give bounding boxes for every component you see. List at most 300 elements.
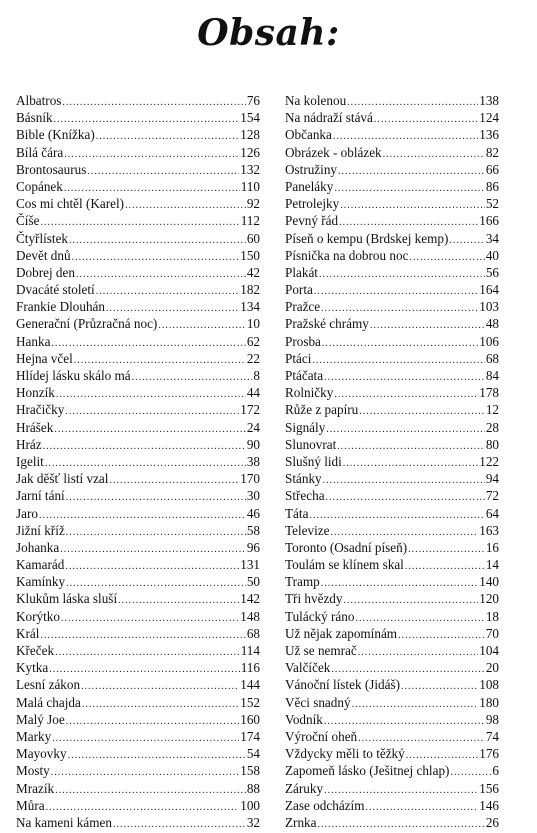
toc-entry <box>285 126 499 143</box>
toc-entry-page: 152 <box>240 694 260 710</box>
toc-entry-page: 60 <box>246 230 260 246</box>
toc-entry-page: 170 <box>240 471 260 487</box>
dot-leader <box>383 146 485 163</box>
toc-entry-page: 20 <box>485 660 499 676</box>
toc-entry-page: 156 <box>479 780 499 796</box>
toc-entry-page: 104 <box>479 643 499 658</box>
toc-entry-page: 26 <box>485 814 499 830</box>
toc-entry-title: Honzík <box>16 385 55 401</box>
dot-leader <box>52 730 239 747</box>
toc-entry-page: 38 <box>246 453 260 469</box>
toc-entry-title: Tulácký ráno <box>285 608 355 624</box>
toc-entry-page: 28 <box>485 419 499 435</box>
toc-entry <box>16 556 260 573</box>
toc-entry-page: 82 <box>485 144 499 160</box>
toc-entry <box>16 505 260 522</box>
dot-leader <box>326 489 485 506</box>
dot-leader <box>51 335 245 352</box>
toc-entry-title: Hlídej lásku skálo má <box>16 368 131 383</box>
toc-entry <box>16 298 260 315</box>
toc-entry <box>285 814 499 831</box>
toc-entry-title: Signály <box>285 419 326 435</box>
toc-entry-title: Hráz <box>16 436 42 452</box>
toc-entry-page: 88 <box>246 780 260 796</box>
toc-entry <box>285 109 499 126</box>
toc-entry-title: Paneláky <box>285 178 334 194</box>
toc-entry-page: 6 <box>492 763 499 779</box>
toc-entry <box>16 109 260 126</box>
dot-leader <box>62 94 245 111</box>
toc-entry-title: Už nějak zapomínám <box>285 625 398 641</box>
toc-entry-page: 112 <box>240 213 260 229</box>
toc-entry-title: Plakát <box>285 264 318 280</box>
toc-entry <box>16 419 260 436</box>
toc-entry-page: 90 <box>246 436 260 452</box>
toc-entry <box>285 505 499 522</box>
toc-entry-title: Vánoční lístek (Jidáš) <box>285 677 400 693</box>
toc-entry-title: Občanka <box>285 127 332 143</box>
toc-entry-page: 92 <box>246 196 260 212</box>
toc-entry-title: Brontosaurus <box>16 161 87 177</box>
dot-leader <box>55 782 246 799</box>
toc-entry-page: 154 <box>240 110 260 126</box>
toc-entry-title: Zapomeň lásko (Ješitnej chlap) <box>285 763 450 779</box>
toc-entry <box>16 745 260 762</box>
toc-entry <box>285 539 499 556</box>
toc-entry-title: Jaro <box>16 505 38 521</box>
toc-entry <box>285 762 499 779</box>
toc-entry <box>285 694 499 711</box>
toc-entry <box>285 333 499 350</box>
toc-entry-title: Král <box>16 625 40 641</box>
toc-entry <box>285 573 499 590</box>
toc-entry-title: Hejna včel <box>16 350 73 366</box>
dot-leader <box>66 489 246 506</box>
dot-leader <box>65 403 239 420</box>
toc-entry-page: 56 <box>485 264 499 280</box>
dot-leader <box>56 386 246 403</box>
toc-entry <box>16 453 260 470</box>
toc-entry-title: Básník <box>16 110 53 126</box>
toc-entry-title: Ptáci <box>285 350 312 366</box>
toc-entry-page: 182 <box>240 282 260 298</box>
toc-entry <box>285 247 499 264</box>
toc-entry-page: 100 <box>240 797 260 813</box>
toc-entry-title: Porta <box>285 282 313 298</box>
toc-entry <box>285 676 499 693</box>
dot-leader <box>344 592 479 609</box>
dot-leader <box>40 627 245 644</box>
toc-entry-page: 24 <box>246 419 260 435</box>
toc-entry-page: 18 <box>485 608 499 624</box>
toc-entry-title: Vždycky měli to těžký <box>285 746 405 762</box>
toc-entry-page: 180 <box>479 694 499 710</box>
toc-entry-title: Ostružiny <box>285 161 338 177</box>
dot-leader <box>365 799 478 816</box>
toc-entry <box>16 573 260 590</box>
toc-entry <box>16 711 260 728</box>
toc-entry-page: 114 <box>240 643 260 658</box>
toc-entry-title: Bílá čára <box>16 144 64 160</box>
toc-entry <box>285 298 499 315</box>
toc-entry <box>285 728 499 745</box>
toc-entry-page: 68 <box>485 350 499 366</box>
toc-column-right <box>285 92 499 831</box>
dot-leader <box>109 472 239 489</box>
toc-entry-title: Stánky <box>285 471 322 487</box>
dot-leader <box>40 214 239 231</box>
toc-entry-page: 124 <box>479 110 499 126</box>
toc-entry-title: Petrolejky <box>285 196 340 212</box>
toc-entry-page: 150 <box>240 247 260 263</box>
toc-entry <box>16 315 260 332</box>
dot-leader <box>314 283 478 300</box>
toc-entry <box>16 797 260 814</box>
toc-entry-page: 174 <box>240 728 260 744</box>
toc-entry-page: 86 <box>485 178 499 194</box>
toc-entry <box>16 590 260 607</box>
dot-leader <box>68 747 246 764</box>
toc-entry <box>285 625 499 642</box>
toc-entry-title: Tři hvězdy <box>285 591 343 607</box>
toc-entry <box>16 436 260 453</box>
dot-leader <box>409 249 484 266</box>
toc-entry <box>16 264 260 281</box>
toc-entry <box>16 178 260 195</box>
toc-entry <box>16 247 260 264</box>
toc-entry <box>16 659 260 676</box>
dot-leader <box>319 266 485 283</box>
toc-entry-page: 70 <box>485 625 499 641</box>
page-title: Obsah: <box>197 12 340 54</box>
toc-entry <box>16 126 260 143</box>
toc-entry-page: 148 <box>240 608 260 624</box>
toc-entry-title: Klukům láska sluší <box>16 591 118 607</box>
dot-leader <box>408 541 485 558</box>
toc-entry-title: Johanka <box>16 539 60 555</box>
toc-entry <box>285 401 499 418</box>
toc-entry-title: Mosty <box>16 763 50 779</box>
toc-entry-page: 66 <box>485 161 499 177</box>
toc-entry <box>285 315 499 332</box>
toc-entry-title: Hrášek <box>16 419 54 435</box>
toc-entry-title: Táta <box>285 505 309 521</box>
toc-entry-page: 126 <box>240 144 260 160</box>
toc-column-left <box>16 92 260 831</box>
toc-entry-page: 176 <box>479 746 499 762</box>
toc-entry-title: Růže z papíru <box>285 402 359 418</box>
toc-entry-page: 54 <box>246 746 260 762</box>
dot-leader <box>96 128 239 145</box>
toc-entry-title: Tramp <box>285 574 320 590</box>
toc-entry-title: Na kolenou <box>285 93 347 108</box>
toc-entry-title: Albatros <box>16 93 62 108</box>
toc-entry <box>285 212 499 229</box>
toc-entry <box>16 470 260 487</box>
dot-leader <box>370 317 485 334</box>
toc-entry-page: 128 <box>240 127 260 143</box>
toc-entry <box>285 487 499 504</box>
toc-entry <box>16 539 260 556</box>
toc-entry-title: Jarní tání <box>16 488 65 504</box>
toc-entry-title: Pevný řád <box>285 213 339 229</box>
toc-entry-title: Záruky <box>285 780 324 796</box>
toc-entry-title: Píseň o kempu (Brdskej kemp) <box>285 230 449 246</box>
toc-entry <box>285 384 499 401</box>
dot-leader <box>326 421 485 438</box>
toc-entry-page: 144 <box>240 677 260 693</box>
toc-entry-page: 178 <box>479 385 499 401</box>
dot-leader <box>65 558 239 575</box>
toc-entry-title: Toronto (Osadní píseň) <box>285 539 408 555</box>
dot-leader <box>61 610 239 627</box>
toc-entry-title: Kytka <box>16 660 49 676</box>
toc-entry-title: Frankie Dlouhán <box>16 299 105 315</box>
toc-entry-title: Cos mi chtěl (Karel) <box>16 196 125 212</box>
toc-entry-page: 52 <box>485 196 499 212</box>
toc-entry-title: Výroční oheň <box>285 728 358 744</box>
dot-leader <box>82 696 239 713</box>
dot-leader <box>51 764 240 781</box>
toc-entry-page: 98 <box>485 711 499 727</box>
toc-entry <box>285 264 499 281</box>
toc-entry-page: 14 <box>485 557 499 573</box>
dot-leader <box>81 678 239 695</box>
toc-entry-page: 84 <box>485 368 499 383</box>
dot-leader <box>318 816 485 833</box>
dot-leader <box>64 146 239 163</box>
toc-entry-title: Korýtko <box>16 608 60 624</box>
toc-entry <box>285 453 499 470</box>
toc-entry-page: 134 <box>240 299 260 315</box>
toc-entry <box>16 333 260 350</box>
toc-entry <box>16 230 260 247</box>
toc-entry-page: 44 <box>246 385 260 401</box>
toc-entry-title: Slunovrat <box>285 436 337 452</box>
dot-leader <box>66 524 246 541</box>
toc-entry-page: 108 <box>479 677 499 693</box>
toc-entry-title: Generační (Průzračná noc) <box>16 316 158 332</box>
toc-entry <box>285 470 499 487</box>
toc-entry-page: 140 <box>479 574 499 590</box>
toc-entry-title: Hračičky <box>16 402 65 418</box>
toc-entry-title: Mayovky <box>16 746 67 762</box>
toc-entry-title: Písnička na dobrou noc <box>285 247 409 263</box>
toc-entry <box>285 436 499 453</box>
dot-leader <box>343 455 478 472</box>
toc-entry-page: 12 <box>485 402 499 418</box>
toc-entry <box>285 281 499 298</box>
toc-entry-page: 122 <box>479 453 499 469</box>
toc-entry-title: Obrázek - oblázek <box>285 144 382 160</box>
toc-entry <box>285 178 499 195</box>
toc-entry <box>285 419 499 436</box>
toc-entry-title: Zase odcházím <box>285 797 365 813</box>
toc-entry-title: Dvacáté století <box>16 282 95 298</box>
toc-entry <box>16 522 260 539</box>
toc-entry-title: Copánek <box>16 178 63 194</box>
toc-entry <box>285 367 499 384</box>
dot-leader <box>113 816 246 833</box>
toc-entry <box>285 195 499 212</box>
toc-entry-page: 166 <box>479 213 499 229</box>
toc-entry <box>285 350 499 367</box>
dot-leader <box>358 644 478 661</box>
toc-entry-page: 138 <box>479 93 499 108</box>
dot-leader <box>334 180 484 197</box>
dot-leader <box>66 713 240 730</box>
toc-entry <box>16 625 260 642</box>
dot-leader <box>158 317 245 334</box>
toc-entry <box>16 728 260 745</box>
toc-entry-page: 136 <box>479 127 499 143</box>
toc-entry-page: 146 <box>479 797 499 813</box>
dot-leader <box>337 438 485 455</box>
toc-entry-page: 160 <box>240 711 260 727</box>
toc-entry-page: 110 <box>240 178 260 194</box>
toc-entry-title: Malá chajda <box>16 694 81 710</box>
toc-entry-page: 62 <box>246 333 260 349</box>
toc-entry <box>285 780 499 797</box>
toc-entry-page: 96 <box>246 539 260 555</box>
toc-entry <box>16 642 260 659</box>
toc-entry-page: 34 <box>485 230 499 246</box>
toc-entry-title: Marky <box>16 728 52 744</box>
toc-entry-page: 58 <box>246 522 260 538</box>
toc-entry <box>285 797 499 814</box>
toc-entry-title: Devět dnů <box>16 247 71 263</box>
toc-entry-page: 42 <box>246 264 260 280</box>
toc-entry-title: Hanka <box>16 333 51 349</box>
toc-entry-title: Zrnka <box>285 814 317 830</box>
dot-leader <box>374 111 478 128</box>
toc-entry-page: 132 <box>240 161 260 177</box>
toc-entry <box>16 694 260 711</box>
toc-entry-page: 94 <box>485 471 499 487</box>
toc-entry-page: 16 <box>485 539 499 555</box>
toc-entry <box>16 676 260 693</box>
toc-entry-title: Jak děšť listí vzal <box>16 471 109 487</box>
toc-entry <box>285 144 499 161</box>
toc-entry-page: 120 <box>479 591 499 607</box>
toc-entry <box>285 659 499 676</box>
toc-entry-title: Kamarád <box>16 557 65 573</box>
dot-leader <box>54 421 245 438</box>
toc-entry <box>16 608 260 625</box>
toc-entry-page: 72 <box>485 488 499 504</box>
toc-entry-page: 142 <box>240 591 260 607</box>
toc-entry-title: Na kameni kámen <box>16 814 112 830</box>
toc-entry-page: 103 <box>479 299 499 315</box>
dot-leader <box>125 197 246 214</box>
toc-entry <box>16 195 260 212</box>
toc-entry <box>285 92 499 109</box>
toc-entry-title: Čtyřlístek <box>16 230 69 246</box>
toc-entry-page: 76 <box>246 93 260 108</box>
toc-entry <box>16 92 260 109</box>
dot-leader <box>359 403 485 420</box>
toc-entry-title: Toulám se klínem skal <box>285 557 404 573</box>
toc-entry <box>16 144 260 161</box>
toc-entry <box>285 642 499 659</box>
toc-entry-title: Igelit <box>16 453 44 469</box>
toc-entry-page: 131 <box>240 557 260 573</box>
toc-entry-title: Jižní kříž <box>16 522 65 538</box>
dot-leader <box>69 232 246 249</box>
toc-entry <box>285 590 499 607</box>
toc-entry-title: Kamínky <box>16 574 66 590</box>
toc-entry-page: 68 <box>246 625 260 641</box>
toc-entry-title: Ptáčata <box>285 368 324 383</box>
dot-leader <box>87 163 239 180</box>
toc-entry-page: 74 <box>485 728 499 744</box>
dot-leader <box>352 696 479 713</box>
toc-entry-page: 158 <box>240 763 260 779</box>
toc-entry-title: Vodník <box>285 711 323 727</box>
toc-entry-page: 22 <box>246 350 260 366</box>
toc-entry-page: 163 <box>479 522 499 538</box>
toc-entry <box>16 814 260 831</box>
toc-entry-title: Pražské chrámy <box>285 316 369 332</box>
toc-entry-title: Dobrej den <box>16 264 75 280</box>
toc-entry-title: Lesní zákon <box>16 677 81 693</box>
dot-leader <box>55 644 240 661</box>
toc-entry <box>285 230 499 247</box>
toc-entry-page: 64 <box>485 505 499 521</box>
dot-leader <box>312 352 484 369</box>
toc-entry <box>16 367 260 384</box>
toc-entry <box>16 281 260 298</box>
dot-leader <box>76 266 246 283</box>
toc-entry <box>16 350 260 367</box>
dot-leader <box>401 678 478 695</box>
dot-leader <box>449 232 484 249</box>
toc-entry-page: 8 <box>253 368 260 383</box>
toc-entry-title: Křeček <box>16 643 55 658</box>
dot-leader <box>72 249 240 266</box>
toc-entry <box>285 161 499 178</box>
dot-leader <box>118 592 239 609</box>
dot-leader <box>405 558 485 575</box>
toc-entry-title: Malý Joe <box>16 711 65 727</box>
toc-entry <box>285 608 499 625</box>
toc-entry <box>16 384 260 401</box>
toc-entry-page: 30 <box>246 488 260 504</box>
dot-leader <box>96 283 239 300</box>
toc-entry-title: Mrazík <box>16 780 55 796</box>
toc-entry <box>16 780 260 797</box>
dot-leader <box>324 369 485 386</box>
toc-entry-title: Můra <box>16 797 45 813</box>
dot-leader <box>309 507 484 524</box>
toc-entry-page: 48 <box>485 316 499 332</box>
toc-entry-page: 106 <box>479 333 499 349</box>
toc-entry <box>285 522 499 539</box>
toc-entry-title: Prosba <box>285 333 321 349</box>
toc-entry-title: Na nádraží stává <box>285 110 373 126</box>
toc-entry-title: Televize <box>285 522 330 538</box>
dot-leader <box>398 627 485 644</box>
toc-entry-title: Slušný lidi <box>285 453 342 469</box>
toc-entry <box>16 762 260 779</box>
toc-entry-page: 172 <box>240 402 260 418</box>
toc-entry-page: 40 <box>485 247 499 263</box>
toc-entry-title: Střecha <box>285 488 325 504</box>
toc-entry <box>285 711 499 728</box>
toc-entry <box>16 161 260 178</box>
toc-entry <box>16 401 260 418</box>
dot-leader <box>321 575 479 592</box>
